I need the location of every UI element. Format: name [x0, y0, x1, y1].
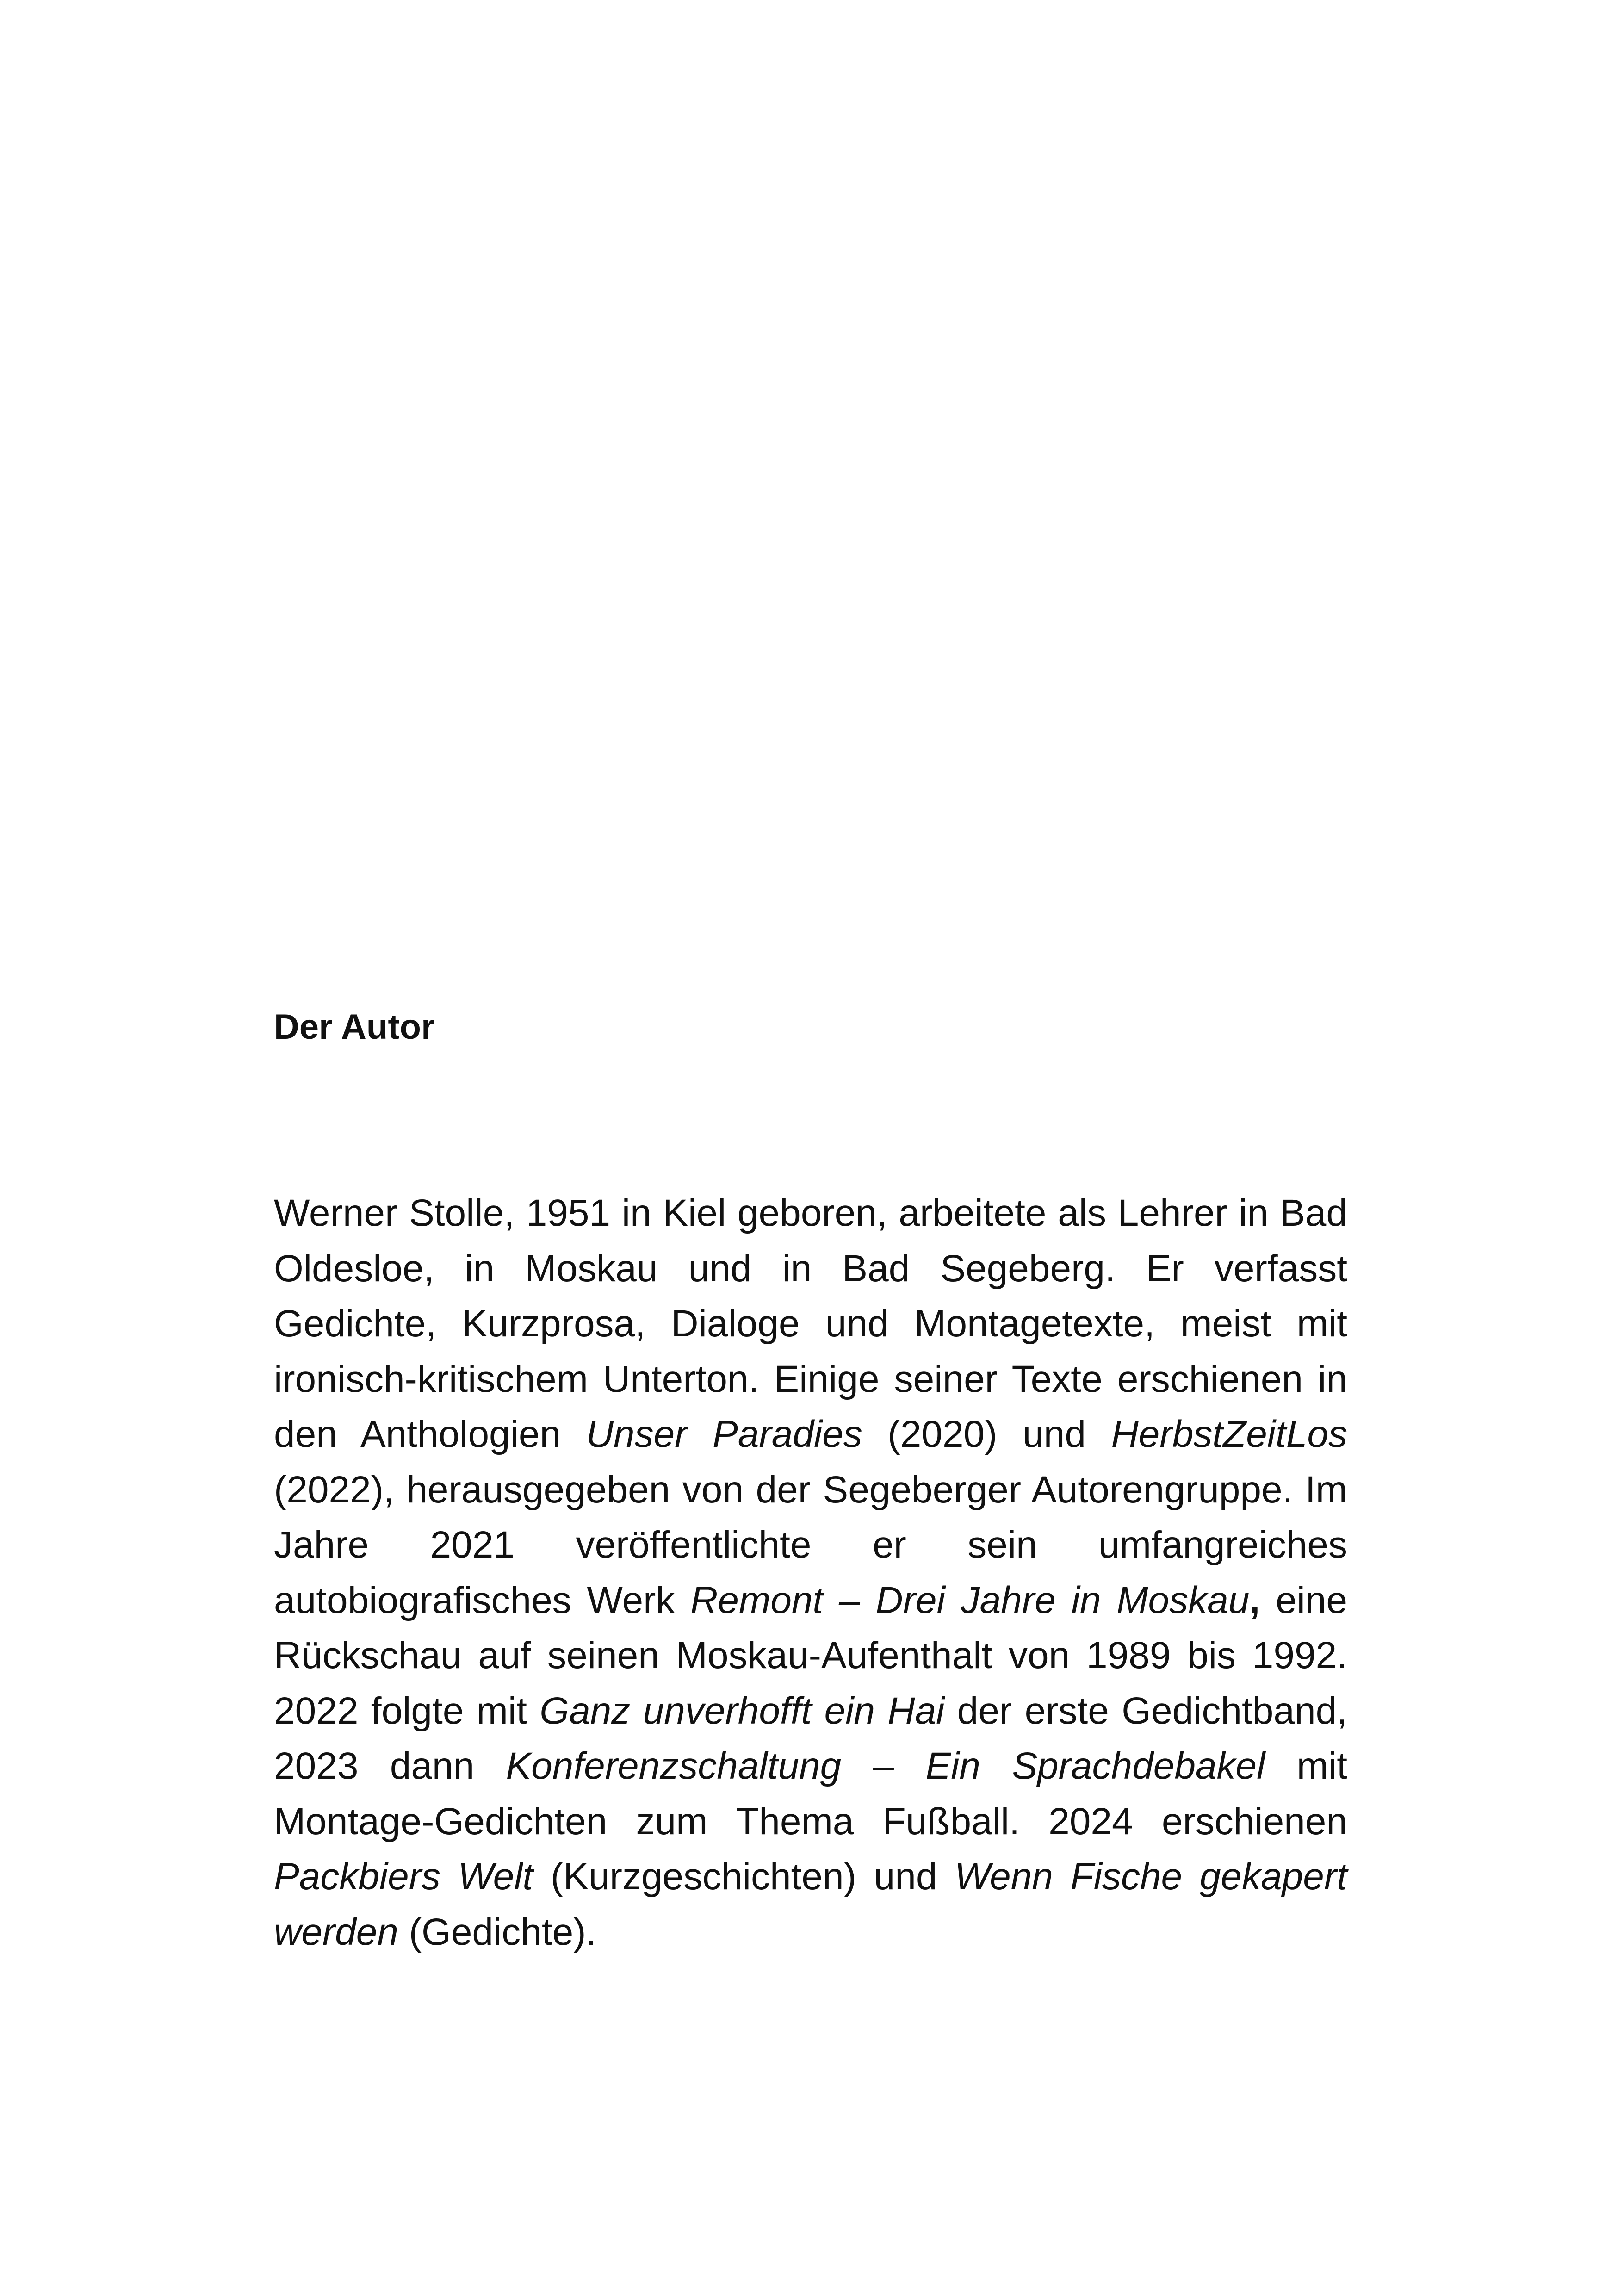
author-bio-paragraph [274, 1185, 1347, 1960]
bio-text-2: (2020) und [862, 1413, 1111, 1455]
bio-text-5: der erste Gedichtband, 2023 dann [274, 1689, 1347, 1787]
section-heading: Der Autor [274, 1007, 435, 1047]
title-konferenzschaltung: Konferenzschaltung – Ein Sprachdebakel [506, 1745, 1265, 1787]
bio-text-7: (Kurzgeschichten) und [533, 1855, 955, 1898]
title-remont: Remont – Drei Jahre in Moskau [690, 1579, 1250, 1621]
title-unser-paradies: Unser Paradies [586, 1413, 862, 1455]
title-wenn-fische-gekapert-werden: Wenn Fische gekapert werden [274, 1855, 1347, 1953]
bio-text-8: (Gedichte). [398, 1911, 597, 1953]
title-herbstzeitlos: HerbstZeitLos [1111, 1413, 1348, 1455]
title-ganz-unverhofft-ein-hai: Ganz unverhofft ein Hai [539, 1689, 945, 1732]
bio-text-6: mit Montage-Gedichten zum Thema Fußball. 2024 erschienen [274, 1745, 1347, 1843]
bio-text-1: Werner Stolle, 1951 in Kiel geboren, arbeitete als Lehrer in Bad Oldesloe, in Moskau und in Bad Segeberg. Er verfasst Gedichte, Kurzprosa, Dialoge und Montagetexte, meist mit ironisch-kritischem Unterton. Einige seiner Texte erschienen in den Anthologien [274, 1192, 1347, 1455]
bio-text-3: (2022), herausgegeben von der Segeberger Autorengruppe. Im Jahre 2021 veröffentlichte er sein umfangreiches autobiografisches Werk [274, 1468, 1347, 1621]
bold-comma: , [1249, 1579, 1260, 1621]
title-packbiers-welt: Packbiers Welt [274, 1855, 533, 1898]
bio-text-4: eine Rückschau auf seinen Moskau-Aufenthalt von 1989 bis 1992. 2022 folgte mit [274, 1579, 1347, 1732]
